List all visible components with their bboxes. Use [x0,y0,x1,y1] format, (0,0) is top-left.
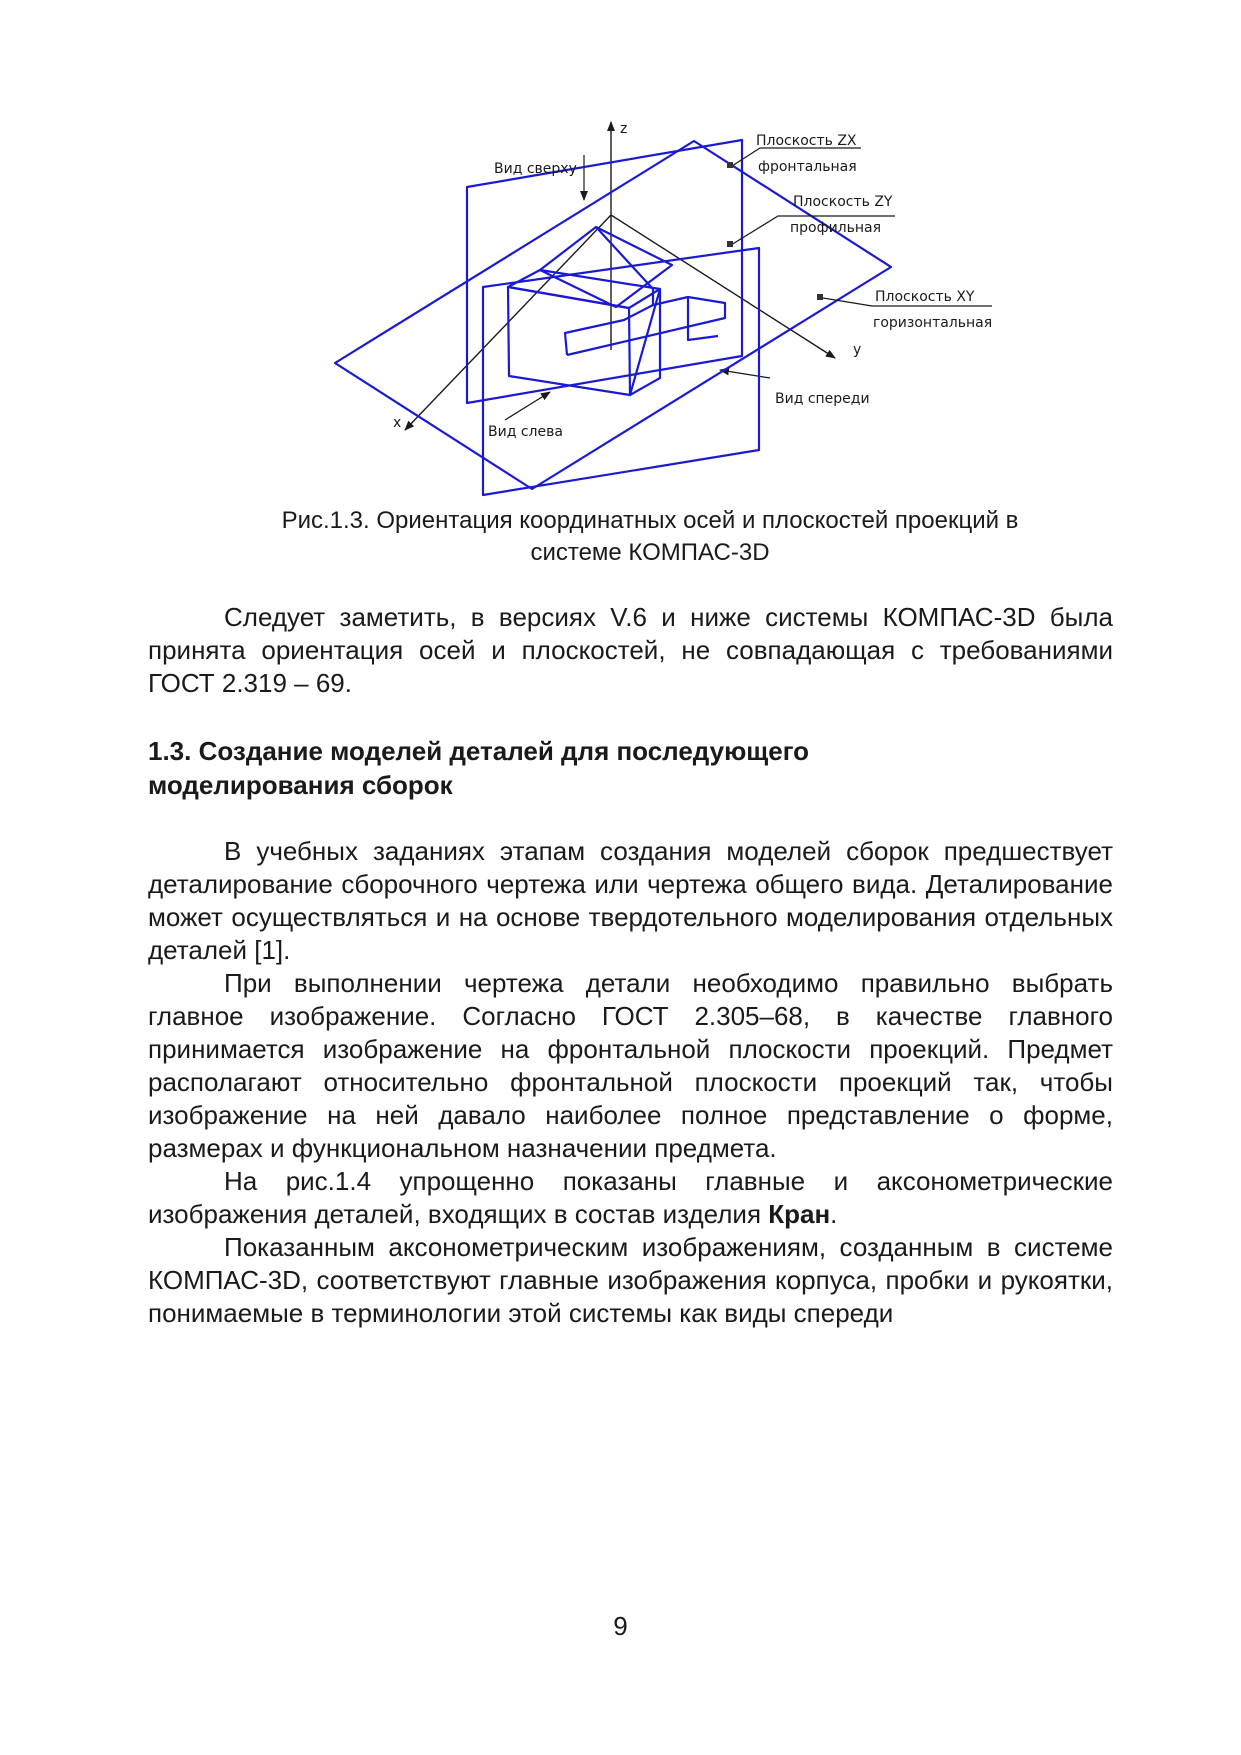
paragraph-1: В учебных заданиях этапам создания моделей сборок предшествует деталирование сборочного чертежа или чертежа общего вида. Деталирование может осуществляться и на основе твердотельного моделирования отдельных деталей [1]. [148,836,1113,965]
plane-zy-sublabel: профильная [790,220,882,236]
plane-zx-sublabel: фронтальная [758,159,857,175]
figure-caption [220,505,1080,569]
section-heading-line-2: моделирования сборок [148,770,453,800]
plane-zy-label: Плоскость ZY [793,194,893,210]
page-number: 9 [613,1611,628,1641]
note-paragraph-block [148,601,1113,700]
caption-line-2: системе КОМПАС-3D [530,539,770,566]
x-axis-label: x [393,415,402,431]
view-left-label: Вид слева [488,424,563,440]
y-axis-label: y [853,342,862,358]
plane-xy-label: Плоскость XY [875,289,975,305]
paragraph-3-end: . [830,1199,838,1229]
product-name-bold: Кран [768,1199,831,1229]
plane-xy-sublabel: горизонтальная [873,315,993,331]
paragraph-4: Показанным аксонометрическим изображениям, созданным в системе КОМПАС-3D, соответствуют главные изображения корпуса, пробки и рукоятки, понимаемые в терминологии этой системы как виды спереди [148,1232,1113,1328]
section-heading-line-1: 1.3. Создание моделей деталей для последующего [148,736,810,766]
section-heading [148,734,1113,802]
part-model [508,227,725,395]
body-text [148,835,1113,1330]
z-axis-label: z [620,121,628,137]
paragraph-2: При выполнении чертежа детали необходимо правильно выбрать главное изображение. Согласно ГОСТ 2.305–68, в качестве главного принимается изображение на фронтальной плоскости проекций. Предмет располагают относительно фронтальной плоскости проекций так, чтобы изображение на ней давало наиболее полное представление о форме, размерах и функциональном назначении предмета. [148,968,1113,1163]
projection-planes-figure [0,0,1241,510]
view-top-label: Вид сверху [494,161,577,177]
paragraph-3 [148,1165,1113,1231]
plane-zy [483,248,759,495]
plane-zx-label: Плоскость ZX [756,133,857,149]
note-paragraph: Следует заметить, в версиях V.6 и ниже системы КОМПАС-3D была принята ориентация осей и плоскостей, не совпадающая с требованиями ГОСТ 2.319 – 69. [148,602,1113,698]
view-front-label: Вид спереди [775,391,870,407]
caption-line-1: Рис.1.3. Ориентация координатных осей и плоскостей проекций в [281,507,1019,534]
view-front-arrow [720,370,770,378]
paragraph-3-text: На рис.1.4 упрощенно показаны главные и аксонометрические изображения деталей, входящих в состав изделия [148,1166,1113,1229]
